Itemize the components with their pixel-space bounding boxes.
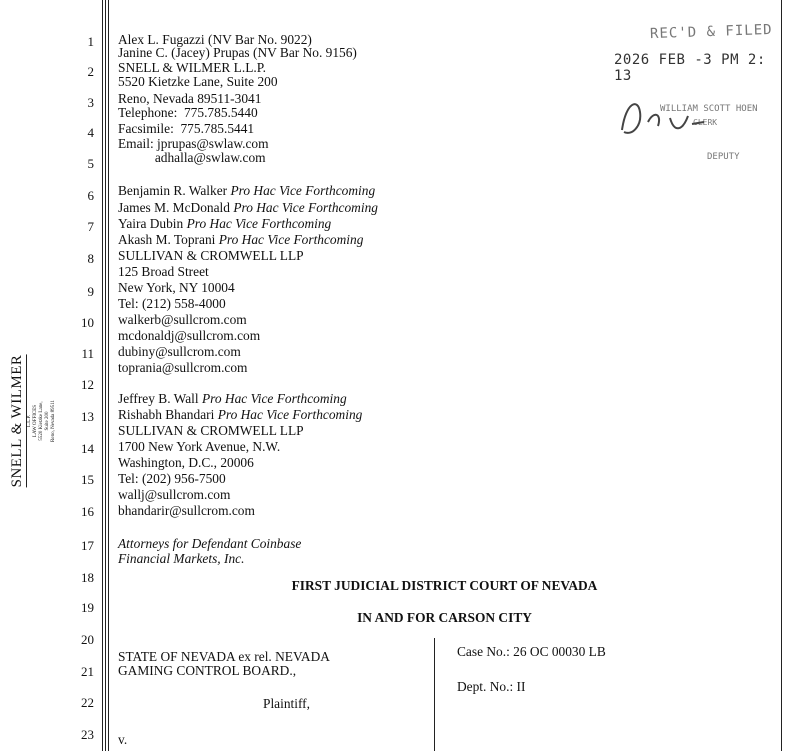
plaintiff-role: Plaintiff, <box>263 696 310 711</box>
left-margin-rule <box>108 0 109 751</box>
email-line: dubiny@sullcrom.com <box>118 344 241 359</box>
counsel-line: 125 Broad Street <box>118 264 209 279</box>
dept-number: Dept. No.: II <box>457 679 526 694</box>
line-number: 2 <box>87 64 94 79</box>
line-number: 22 <box>81 695 94 710</box>
line-number: 6 <box>87 188 94 203</box>
counsel-line: 1700 New York Avenue, N.W. <box>118 439 281 454</box>
stamp-clerk-title: CLERK <box>693 118 718 127</box>
line-number: 23 <box>81 727 94 742</box>
counsel-line: Tel: (202) 956-7500 <box>118 471 226 486</box>
line-number: 10 <box>81 315 94 330</box>
counsel-line: Tel: (212) 558-4000 <box>118 296 226 311</box>
firm-address-line: Suite 200 <box>45 411 50 431</box>
counsel-line: Alex L. Fugazzi (NV Bar No. 9022) <box>118 32 312 47</box>
plaintiff-name: STATE OF NEVADA ex rel. NEVADA <box>118 649 330 664</box>
attorney-line: Benjamin R. Walker Pro Hac Vice Forthcoming <box>118 183 376 198</box>
firm-address-line: Reno, Nevada 89511 <box>51 400 56 442</box>
line-number: 13 <box>81 409 94 424</box>
line-number: 19 <box>81 600 94 615</box>
line-number: 7 <box>87 219 94 234</box>
right-margin-rule <box>781 0 782 751</box>
email-line: Email: jprupas@swlaw.com <box>118 136 269 151</box>
line-number: 14 <box>81 441 94 456</box>
line-number: 20 <box>81 632 94 647</box>
line-number: 4 <box>87 125 94 140</box>
court-title: FIRST JUDICIAL DISTRICT COURT OF NEVADA <box>291 578 598 593</box>
line-number: 9 <box>87 284 94 299</box>
counsel-line: New York, NY 10004 <box>118 280 235 295</box>
attorney-line: Yaira Dubin Pro Hac Vice Forthcoming <box>118 216 332 231</box>
line-number: 12 <box>81 377 94 392</box>
stamp-date: 2026 FEB -3 PM 2: 13 <box>614 52 766 84</box>
attorneys-for-line: Attorneys for Defendant Coinbase <box>118 536 302 551</box>
stamp-deputy: DEPUTY <box>707 152 740 162</box>
versus: v. <box>118 732 128 747</box>
left-margin-rule <box>105 0 106 751</box>
counsel-line: Telephone: 775.785.5440 <box>118 105 258 120</box>
attorneys-for-line: Financial Markets, Inc. <box>118 551 245 566</box>
signature-scribble <box>618 92 708 152</box>
firm-llp: L.L.P. <box>27 414 32 428</box>
email-line: walkerb@sullcrom.com <box>118 312 247 327</box>
firm-name: SNELL & WILMER <box>9 354 25 488</box>
line-number: 21 <box>81 664 94 679</box>
caption-divider <box>434 638 435 751</box>
case-number: Case No.: 26 OC 00030 LB <box>457 644 606 659</box>
email-line: adhalla@swlaw.com <box>118 150 266 165</box>
line-number: 3 <box>87 95 94 110</box>
firm-address-line: LAW OFFICES <box>33 404 38 438</box>
line-number: 15 <box>81 472 94 487</box>
attorney-line: Jeffrey B. Wall Pro Hac Vice Forthcoming <box>118 391 347 406</box>
line-number: 5 <box>87 156 94 171</box>
counsel-line: Reno, Nevada 89511-3041 <box>118 91 262 106</box>
email-line: bhandarir@sullcrom.com <box>118 503 255 518</box>
line-number: 16 <box>81 504 94 519</box>
line-number: 11 <box>81 346 94 361</box>
plaintiff-name: GAMING CONTROL BOARD., <box>118 663 297 678</box>
counsel-line: Janine C. (Jacey) Prupas (NV Bar No. 9156) <box>118 45 357 60</box>
left-margin-rule <box>102 0 103 751</box>
line-number: 18 <box>81 570 94 585</box>
line-number: 17 <box>81 538 94 553</box>
counsel-line: Facsimile: 775.785.5441 <box>118 121 255 136</box>
counsel-line: SNELL & WILMER L.L.P. <box>118 60 267 75</box>
firm-side-mark <box>2 346 64 496</box>
email-line: mcdonaldj@sullcrom.com <box>118 328 261 343</box>
email-line: toprania@sullcrom.com <box>118 360 248 375</box>
attorney-line: James M. McDonald Pro Hac Vice Forthcoming <box>118 200 378 215</box>
stamp-filed-text: REC'D & FILED <box>649 21 773 43</box>
line-number: 8 <box>87 251 94 266</box>
stamp-clerk-name: WILLIAM SCOTT HOEN <box>660 104 758 114</box>
counsel-line: 5520 Kietzke Lane, Suite 200 <box>118 74 278 89</box>
email-line: wallj@sullcrom.com <box>118 487 231 502</box>
counsel-line: SULLIVAN & CROMWELL LLP <box>118 248 304 263</box>
firm-address-line: 5520 Kietzke Lane, <box>39 401 44 441</box>
attorney-line: Akash M. Toprani Pro Hac Vice Forthcoming <box>118 232 364 247</box>
court-subtitle: IN AND FOR CARSON CITY <box>357 610 532 625</box>
line-number: 1 <box>87 34 94 49</box>
counsel-line: Washington, D.C., 20006 <box>118 455 254 470</box>
counsel-line: SULLIVAN & CROMWELL LLP <box>118 423 304 438</box>
attorney-line: Rishabh Bhandari Pro Hac Vice Forthcoming <box>118 407 363 422</box>
